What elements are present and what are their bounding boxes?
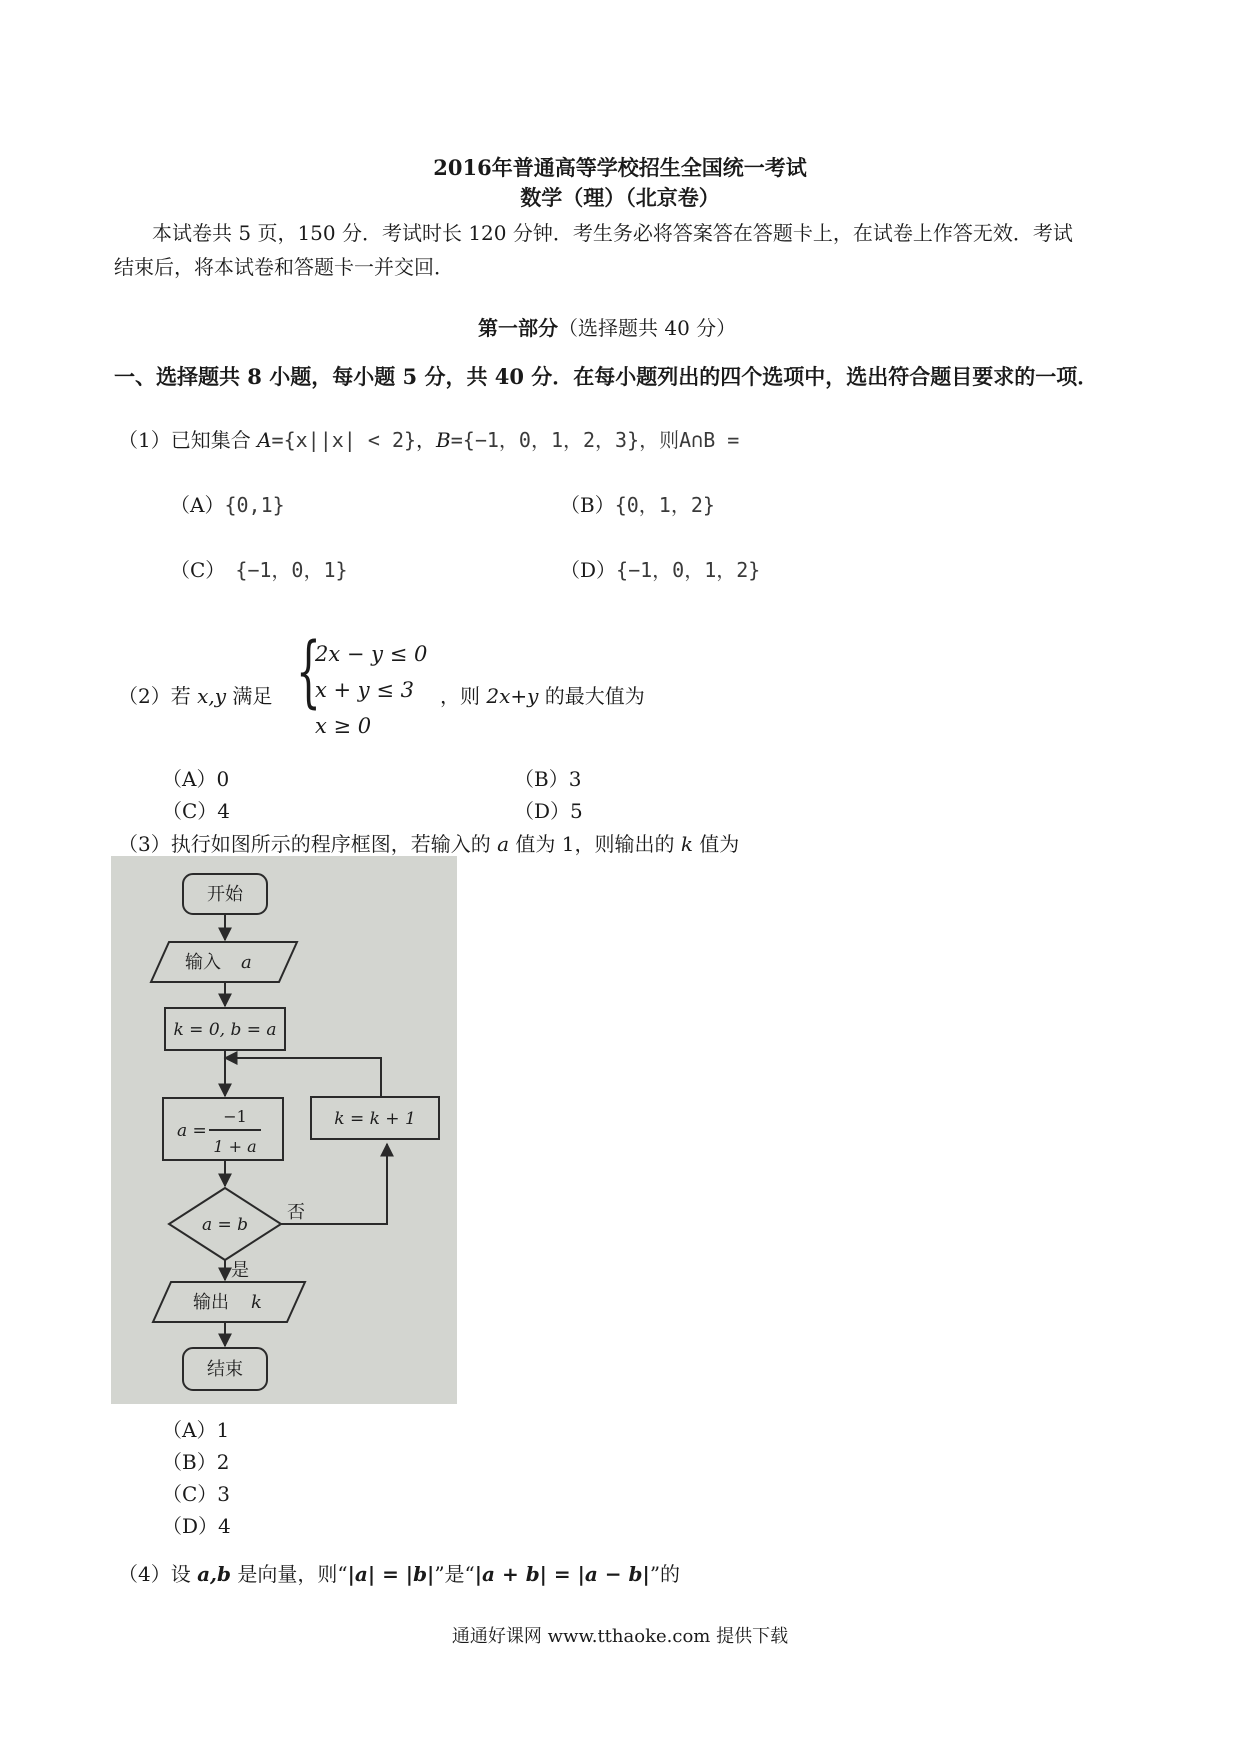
q1-sep: ， [416,428,437,452]
q1-set-b-name: B [436,428,451,452]
flow-decision-text: a = b [201,1215,249,1235]
q4-prefix: （4）设 [118,1562,198,1586]
q2-constraint-3: x ≥ 0 [315,714,372,738]
q3-var-k: k [680,832,693,856]
q4-mid2: ”是“ [434,1562,475,1586]
flow-assign-lhs: a = [177,1121,207,1141]
question-4-stem [118,1558,680,1587]
flow-input-shape [151,942,297,982]
q1-option-d-label: （D） [560,558,617,582]
q3-prefix: （3）执行如图所示的程序框图，若输入的 [118,832,498,856]
flow-assign-den: 1 + a [213,1137,257,1156]
question-2-tail [440,680,645,709]
q1-option-b-label: （B） [560,493,615,517]
q1-option-d [560,554,760,583]
intro-line-1: 本试卷共 5 页，150 分．考试时长 120 分钟．考生务必将答案答在答题卡上，在试卷上作答无效．考试 [152,221,1073,245]
question-3-stem [118,828,739,857]
q3-suffix: 值为 [692,832,740,856]
q3-mid: 值为 1，则输出的 [509,832,681,856]
system-brace: { [296,627,321,717]
q2-option-d: （D）5 [514,799,583,823]
flow-increment-text: k = k + 1 [334,1109,416,1129]
flow-init-text: k = 0, b = a [173,1020,277,1040]
part1-heading-rest: （选择题共 40 分） [558,316,737,340]
flow-start-text: 开始 [207,884,243,905]
page-footer: 通通好课网 www.tthaoke.com 提供下载 [451,1626,789,1647]
flow-output-shape [153,1282,305,1322]
q1-option-c-value: {−1，0，1} [235,558,348,582]
q2-vars: x,y [197,684,227,708]
question-1-stem [118,424,739,453]
q1-option-a-label: （A） [170,493,225,517]
q4-condition-2: |a + b| = |a − b| [474,1562,650,1586]
q1-option-d-value: {−1，0，1，2} [616,558,761,582]
flow-output-label: 输出 [193,1292,229,1313]
q1-set-a-name: A [257,428,272,452]
part1-heading [478,312,736,341]
q4-suffix: ”的 [649,1562,681,1586]
q3-var-a: a [497,832,510,856]
intro-line-2: 结束后，将本试卷和答题卡一并交回． [114,255,454,279]
flow-output-var: k [251,1292,262,1313]
q2-constraint-2: x + y ≤ 3 [315,678,414,702]
q2-constraint-1: 2x − y ≤ 0 [315,642,428,666]
flow-assign-num: −1 [223,1107,247,1126]
section-instruction: 一、选择题共 8 小题，每小题 5 分，共 40 分．在每小题列出的四个选项中，选出符合题目要求的一项． [114,364,1099,389]
flowchart-photo [111,856,457,1404]
part1-heading-bold: 第一部分 [478,316,558,340]
q3-option-b: （B）2 [162,1450,230,1474]
q1-option-c-label: （C） [170,558,226,582]
exam-title: 2016年普通高等学校招生全国统一考试 [433,155,807,180]
q1-option-a [170,489,285,518]
q4-vars: a,b [197,1562,231,1586]
flowchart [111,856,457,1404]
flow-no-label: 否 [287,1202,305,1223]
q1-tail: ，则A∩B = [639,428,740,452]
q3-option-d: （D）4 [162,1514,231,1538]
flow-end-text: 结束 [207,1359,243,1380]
q1-prefix: （1）已知集合 [118,428,258,452]
q1-option-a-value: {0,1} [224,493,285,517]
q2-tail-suffix: 的最大值为 [538,684,645,708]
q3-option-a: （A）1 [162,1418,230,1442]
q2-option-c: （C）4 [162,799,231,823]
q1-option-b-value: {0，1，2} [614,493,715,517]
q2-suffix: 满足 [226,684,273,708]
question-2-stem [118,680,272,709]
flow-yes-label: 是 [231,1260,249,1281]
flow-input-var: a [241,952,252,973]
q3-option-c: （C）3 [162,1482,231,1506]
q4-condition-1: |a| = |b| [347,1562,435,1586]
q1-set-b-def: ={−1，0，1，2，3} [450,428,640,452]
flow-loop-top [228,1058,381,1097]
q2-expr: 2x+y [486,684,539,708]
q1-option-c [170,554,348,583]
q2-tail-prefix: ，则 [440,684,487,708]
q2-prefix: （2）若 [118,684,198,708]
exam-subtitle: 数学（理）（北京卷） [520,185,720,210]
q1-option-b [560,489,715,518]
q4-mid: 是向量，则“ [231,1562,348,1586]
flow-input-label: 输入 [185,952,221,973]
q2-option-a: （A）0 [162,767,230,791]
q2-option-b: （B）3 [514,767,582,791]
q1-set-a-def: ={x||x| < 2} [271,428,417,452]
